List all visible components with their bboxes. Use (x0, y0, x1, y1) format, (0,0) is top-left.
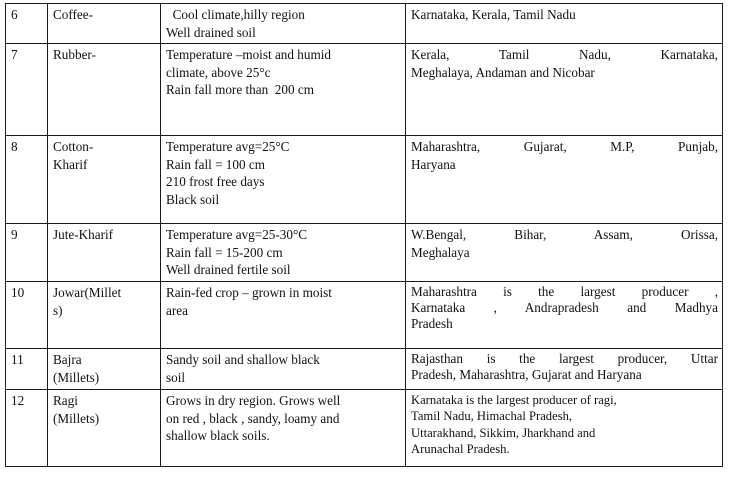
condition-line: Rain fall = 15-200 cm (166, 244, 283, 260)
serial-number-text: 8 (11, 139, 18, 155)
condition-line: Rain fall more than 200 cm (166, 82, 314, 98)
table-row (6, 389, 723, 466)
cell-crop-name (48, 348, 161, 389)
crops-table-body (6, 4, 723, 467)
condition-line: Well drained soil (166, 24, 256, 40)
condition-line: Well drained fertile soil (166, 262, 291, 278)
state-line: Pradesh, Maharashtra, Gujarat and Haryana (411, 367, 642, 383)
condition-line: Cool climate,hilly region (166, 7, 305, 22)
serial-number-text: 9 (11, 227, 18, 243)
state-line: Rajasthan is the largest producer, Uttar (411, 350, 718, 366)
condition-line: Grows in dry region. Grows well (166, 392, 341, 408)
serial-number-text: 6 (11, 7, 18, 22)
condition-line: 210 frost free days (166, 174, 265, 190)
cell-crop-name (48, 224, 161, 282)
serial-number-text: 10 (11, 284, 25, 300)
condition-line: area (166, 302, 188, 318)
state-line: Maharashtra is the largest producer , (411, 283, 718, 299)
condition-line: Temperature –moist and humid (166, 47, 331, 63)
cell-conditions (161, 224, 406, 282)
cell-serial-number (6, 4, 48, 44)
cell-conditions (161, 136, 406, 224)
crop-name-line: (Millets) (53, 369, 100, 385)
condition-line: Black soil (166, 191, 220, 207)
condition-line: Sandy soil and shallow black (166, 351, 320, 367)
cell-states (406, 281, 723, 348)
table-row (6, 224, 723, 282)
condition-line: Temperature avg=25-30°C (166, 227, 308, 243)
crop-name-line: Jowar(Millet (53, 284, 122, 300)
state-line: W.Bengal, Bihar, Assam, Orissa, (411, 227, 718, 243)
cell-conditions (161, 389, 406, 466)
cell-states (406, 389, 723, 466)
serial-number-text: 11 (11, 351, 24, 367)
cell-conditions (161, 44, 406, 136)
condition-line: climate, above 25°c (166, 64, 271, 80)
cell-states (406, 4, 723, 44)
crop-name-line: Bajra (53, 351, 82, 367)
cell-serial-number (6, 348, 48, 389)
state-line: Tamil Nadu, Himachal Pradesh, (411, 409, 573, 424)
state-line: Haryana (411, 156, 456, 172)
cell-crop-name (48, 44, 161, 136)
state-line: Karnataka is the largest producer of ragi, (411, 392, 617, 407)
condition-line: shallow black soils. (166, 428, 270, 444)
table-row (6, 44, 723, 136)
condition-line: soil (166, 369, 186, 385)
table-row (6, 281, 723, 348)
table-row (6, 136, 723, 224)
crop-name-line: (Millets) (53, 410, 100, 426)
cell-crop-name (48, 281, 161, 348)
condition-line: Temperature avg=25°C (166, 139, 290, 155)
condition-line: Rain-fed crop – grown in moist (166, 284, 332, 300)
cell-serial-number (6, 389, 48, 466)
cell-states (406, 44, 723, 136)
cell-serial-number (6, 224, 48, 282)
cell-states (406, 136, 723, 224)
crop-name-line: Rubber- (53, 47, 96, 63)
cell-conditions (161, 348, 406, 389)
table-row (6, 348, 723, 389)
cell-states (406, 224, 723, 282)
serial-number-text: 7 (11, 47, 18, 63)
crops-table (5, 3, 723, 467)
cell-crop-name (48, 4, 161, 44)
crop-name-line: Kharif (53, 156, 88, 172)
crop-name-line: Cotton- (53, 139, 94, 155)
state-line: Pradesh (411, 316, 453, 332)
state-line: Meghalaya, Andaman and Nicobar (411, 64, 595, 80)
state-line: Meghalaya (411, 244, 470, 260)
cell-serial-number (6, 281, 48, 348)
cell-conditions (161, 4, 406, 44)
state-line: Arunachal Pradesh. (411, 442, 510, 457)
crop-name-line: s) (53, 302, 63, 318)
table-row (6, 4, 723, 44)
cell-serial-number (6, 136, 48, 224)
state-line: Karnataka, Kerala, Tamil Nadu (411, 7, 576, 22)
cell-crop-name (48, 389, 161, 466)
condition-line: Rain fall = 100 cm (166, 156, 265, 172)
crop-name-line: Coffee- (53, 7, 94, 22)
state-line: Uttarakhand, Sikkim, Jharkhand and (411, 425, 596, 440)
state-line: Kerala, Tamil Nadu, Karnataka, (411, 47, 718, 63)
state-line: Karnataka , Andrapradesh and Madhya (411, 300, 718, 316)
crop-name-line: Ragi (53, 392, 78, 408)
cell-states (406, 348, 723, 389)
crop-name-line: Jute-Kharif (53, 227, 114, 243)
cell-crop-name (48, 136, 161, 224)
condition-line: on red , black , sandy, loamy and (166, 410, 340, 426)
cell-serial-number (6, 44, 48, 136)
state-line: Maharashtra, Gujarat, M.P, Punjab, (411, 139, 718, 155)
cell-conditions (161, 281, 406, 348)
serial-number-text: 12 (11, 392, 25, 408)
